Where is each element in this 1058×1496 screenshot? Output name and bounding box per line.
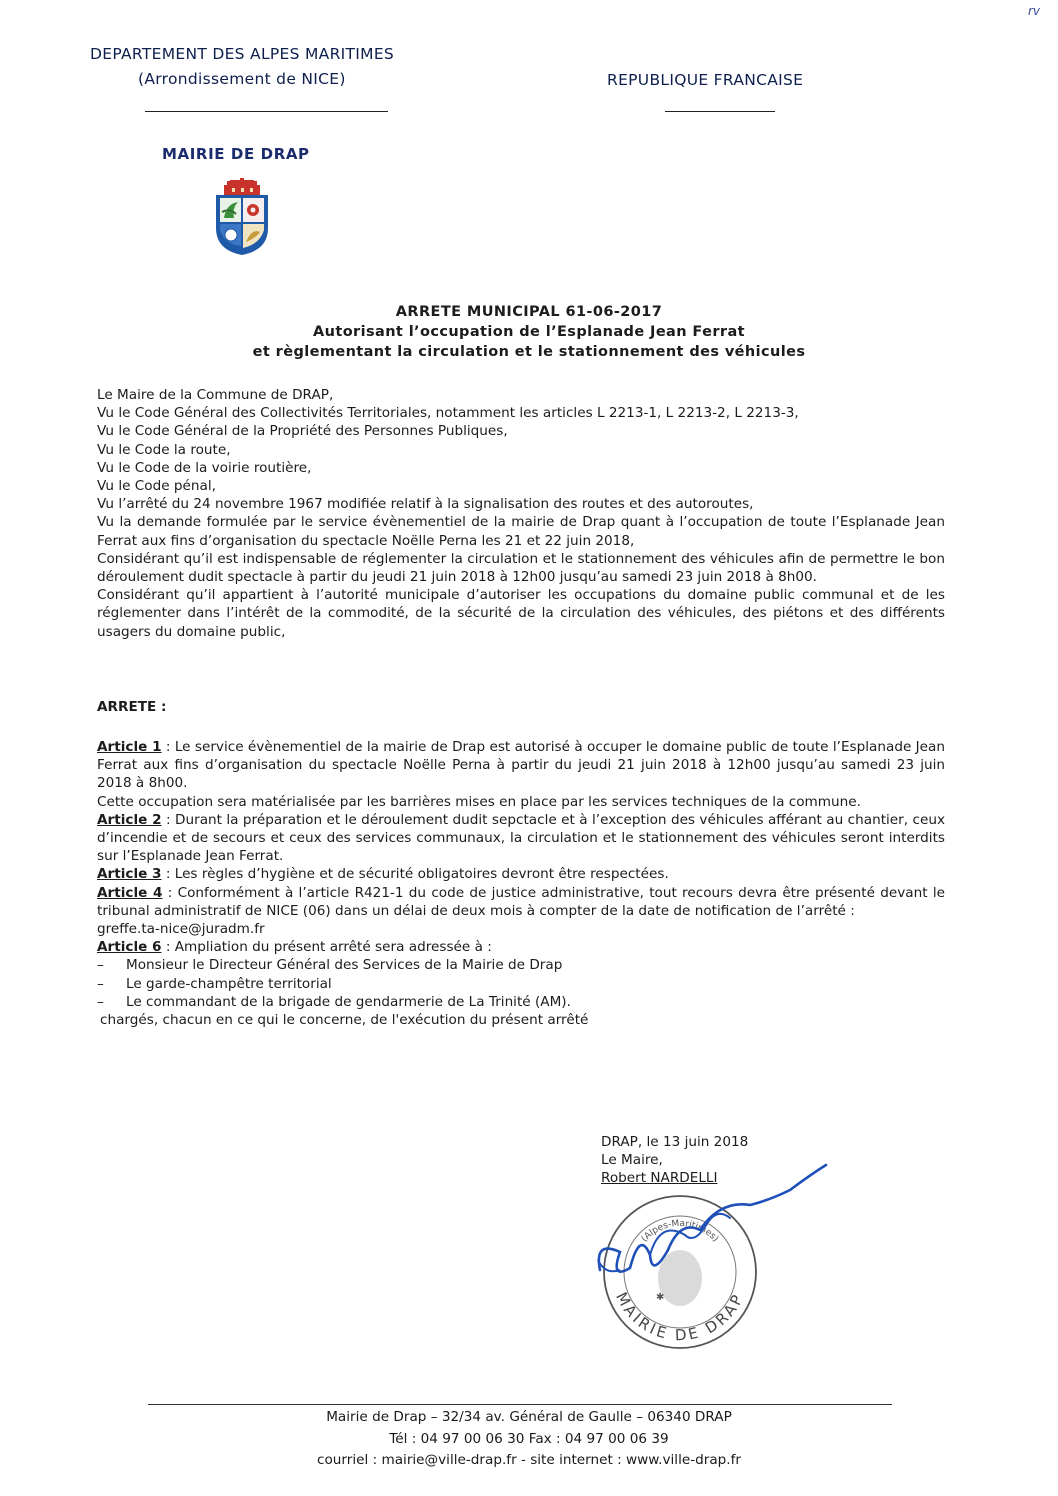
footer: [0, 1407, 1058, 1472]
stamp-inner-text: (Alpes-Maritimes): [639, 1218, 721, 1245]
header-left-rule: [145, 111, 388, 112]
republic-title: REPUBLIQUE FRANCAISE: [607, 71, 804, 89]
court-email: greffe.ta-nice@juradm.fr: [97, 921, 265, 938]
department-title: DEPARTEMENT DES ALPES MARITIMES: [90, 45, 395, 63]
article-4: [97, 884, 945, 920]
article-1-text: : Le service évènementiel de la mairie de Drap est autorisé à occuper le domaine public de toute l’Esplanade Jean Ferrat aux fins d’organisation du spectacle Noëlle Perna à partir du jeudi 21 juin 2018 à 12h00 jusqu’au samedi 23 juin 2018 à 8h00.: [97, 739, 945, 792]
header-right-rule: [665, 111, 775, 112]
preamble-line: Vu l’arrêté du 24 novembre 1967 modifiée relatif à la signalisation des routes et des autoroutes,: [97, 496, 754, 513]
arrete-number: ARRETE MUNICIPAL 61-06-2017: [395, 304, 663, 320]
preamble-line: Vu le Code pénal,: [97, 478, 216, 495]
footer-rule: [148, 1404, 892, 1405]
article-2: [97, 811, 945, 866]
signature-place-date: DRAP, le 13 juin 2018: [601, 1134, 749, 1150]
arrete-subject-line1: Autorisant l’occupation de l’Esplanade Jean Ferrat: [313, 324, 745, 340]
article-3-text: : Les règles d’hygiène et de sécurité obligatoires devront être respectées.: [161, 866, 669, 883]
mairie-title: MAIRIE DE DRAP: [162, 145, 310, 163]
article-2-text: : Durant la préparation et le déroulement dudit sepctacle et à l’exception des véhicules afférant au chantier, ceux d’incendie et de secours et ceux des services communaux, la circulation et le stationnement des véhicules seront interdits sur l’Esplanade Jean Ferrat.: [97, 811, 945, 865]
arrete-heading: ARRETE :: [97, 699, 167, 715]
article-4-label: Article 4: [97, 884, 163, 901]
arrondissement: (Arrondissement de NICE): [138, 70, 346, 88]
preamble: [97, 386, 945, 641]
article-6: [97, 938, 945, 956]
list-item: – Le garde-champêtre territorial: [97, 975, 332, 992]
preamble-line: Vu le Code de la voirie routière,: [97, 459, 312, 476]
preamble-line: Vu la demande formulée par le service évènementiel de la mairie de Drap quant à l’occupation de toute l’Esplanade Jean Ferrat aux fins d’organisation du spectacle Noëlle Perna les 21 et 22 juin 2018,: [97, 514, 945, 549]
article-2-label: Article 2: [97, 811, 162, 828]
footer-contact: courriel : mairie@ville-drap.fr - site internet : www.ville-drap.fr: [316, 1452, 741, 1468]
coat-of-arms-icon: [212, 178, 272, 256]
preamble-line: Vu le Code la route,: [97, 441, 231, 458]
article-6-text: : Ampliation du présent arrêté sera adressée à :: [161, 939, 492, 956]
articles: [97, 738, 945, 1029]
article-1-label: Article 1: [97, 739, 162, 755]
footer-phone: Tél : 04 97 00 06 30 Fax : 04 97 00 06 39: [389, 1430, 669, 1447]
article-3-label: Article 3: [97, 866, 162, 883]
signature-role: Le Maire,: [601, 1152, 663, 1169]
article-1-extra: Cette occupation sera matérialisée par les barrières mises en place par les services techniques de la commune.: [97, 793, 861, 810]
article-1: [97, 738, 945, 793]
footer-address: Mairie de Drap – 32/34 av. Général de Gaulle – 06340 DRAP: [326, 1409, 732, 1425]
arrete-subject-line2: et règlementant la circulation et le stationnement des véhicules: [252, 344, 806, 360]
preamble-line: Vu le Code Général des Collectivités Territoriales, notamment les articles L 2213-1, L 2213-2, L 2213-3,: [97, 405, 799, 422]
list-item: – Le commandant de la brigade de gendarmerie de La Trinité (AM).: [97, 993, 571, 1010]
official-stamp: [590, 1160, 830, 1350]
article-6-label: Article 6: [97, 939, 162, 956]
article-4-text: : Conformément à l’article R421-1 du code de justice administrative, tout recours devra être présenté devant le tribunal administratif de NICE (06) dans un délai de deux mois à compter de la date de notification de l’arrêté :: [97, 884, 945, 919]
preamble-line: Le Maire de la Commune de DRAP,: [97, 387, 334, 403]
closing-line: chargés, chacun en ce qui le concerne, de l'exécution du présent arrêté: [100, 1012, 589, 1029]
signature-name: Robert NARDELLI: [601, 1170, 718, 1187]
recipient-list: [97, 956, 945, 1011]
list-item: – Monsieur le Directeur Général des Services de la Mairie de Drap: [97, 957, 563, 974]
corner-mark: rv: [1028, 4, 1041, 18]
preamble-line: Considérant qu’il appartient à l’autorité municipale d’autoriser les occupations du domaine public communal et de les réglementer dans l’intérêt de la commodité, de la sécurité de la circulation des véhicules, des piétons et des différents usagers du domaine public,: [97, 587, 945, 640]
arrete-title: [0, 302, 1058, 362]
stamp-text: MAIRIE DE DRAP: [612, 1289, 748, 1345]
preamble-line: Considérant qu’il est indispensable de réglementer la circulation et le stationnement des véhicules afin de permettre le bon déroulement dudit spectacle à partir du jeudi 21 juin 2018 à 12h00 jusqu’au samedi 23 juin 2018 à 8h00.: [97, 550, 945, 586]
article-3: [97, 865, 945, 883]
preamble-line: Vu le Code Général de la Propriété des Personnes Publiques,: [97, 423, 508, 440]
svg-text:✱: ✱: [656, 1292, 665, 1303]
